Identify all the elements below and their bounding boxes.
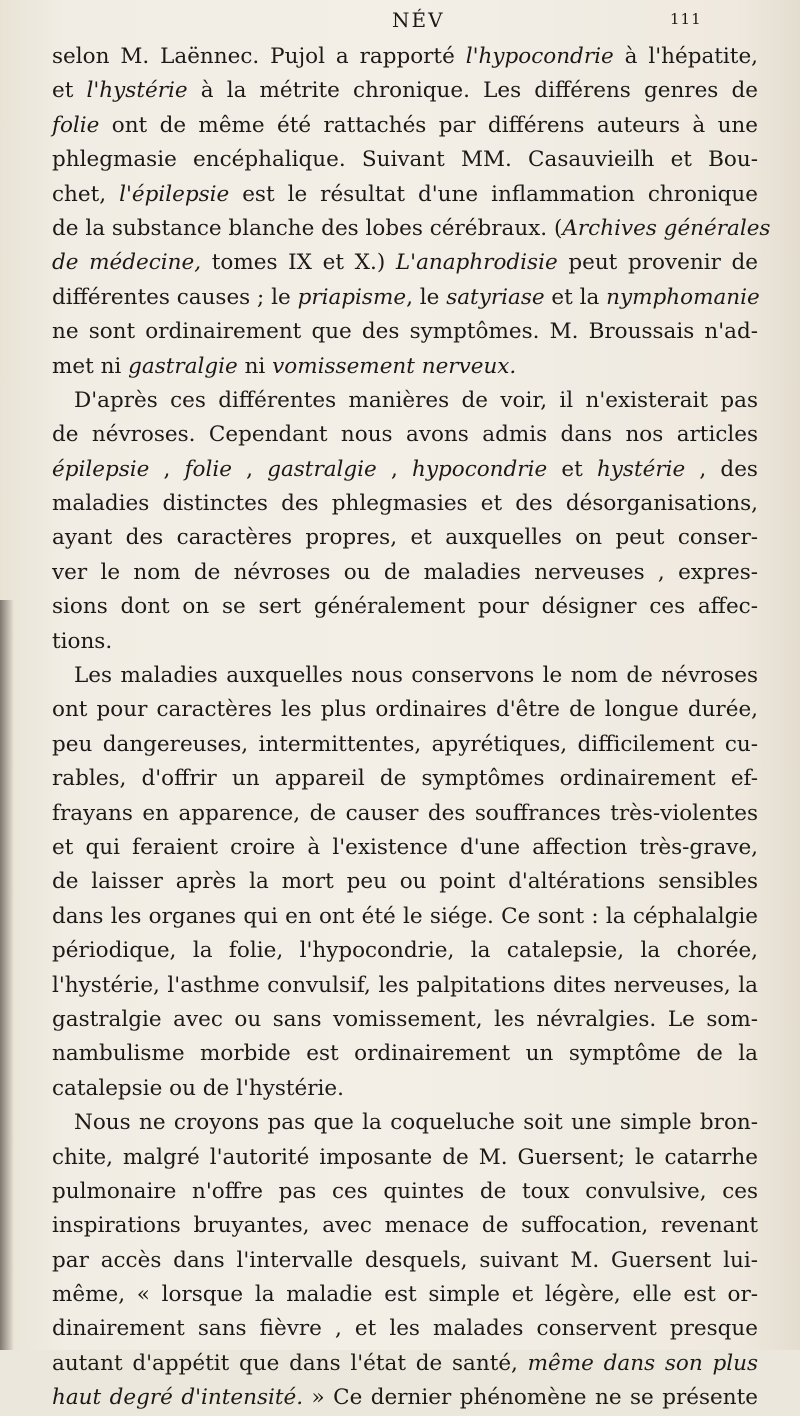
text-segment: maladies distinctes des phlegmasies et des désorganisations, [52, 491, 758, 517]
italic-term: haut degré d'intensité. [52, 1385, 304, 1411]
text-line [52, 797, 758, 831]
text-line [52, 659, 758, 693]
binding-shadow [0, 600, 14, 1350]
italic-term: gastralgie [128, 353, 238, 379]
text-segment: périodique, la folie, l'hypocondrie, la catalepsie, la chorée, [52, 938, 758, 964]
text-segment: ont pour caractères les plus ordinaires d'être de longue durée, [52, 697, 758, 723]
text-line [52, 109, 758, 143]
text-segment: Nous ne croyons pas que la coqueluche soit une simple bron- [74, 1110, 758, 1136]
text-line [52, 900, 758, 934]
italic-term: l'hypocondrie [465, 44, 614, 69]
italic-term: de médecine, [52, 250, 202, 276]
text-segment: nambulisme morbide est ordinairement un symptôme de la [52, 1041, 758, 1067]
text-segment: différentes causes ; le [52, 284, 298, 310]
text-segment: de laisser après la mort peu ou point d'altérations sensibles [52, 869, 758, 895]
italic-term: même dans son plus [527, 1350, 759, 1376]
italic-term: Archives générales [562, 215, 771, 241]
text-line [52, 1381, 758, 1415]
italic-term: hypocondrie [412, 456, 548, 482]
text-line [52, 969, 758, 1003]
text-line [52, 556, 758, 590]
text-segment: à la métrite chronique. Les différens genres de [187, 78, 758, 104]
text-line [52, 1003, 758, 1037]
italic-term: satyriase [446, 284, 545, 310]
text-segment: chet, [52, 181, 120, 207]
text-line [52, 212, 771, 246]
text-line [52, 693, 758, 727]
running-head [0, 8, 800, 38]
italic-term: L'anaphrodisie [395, 250, 558, 276]
text-segment: de la substance blanche des lobes cérébraux. ( [52, 215, 563, 241]
text-segment: » Ce dernier phénomène ne se présente [303, 1385, 758, 1411]
text-line [52, 865, 758, 899]
text-line [52, 1175, 758, 1209]
text-segment: chite, malgré l'autorité imposante de M. Guersent; le catarrhe [52, 1144, 758, 1170]
text-line [52, 384, 758, 418]
text-line [52, 178, 758, 212]
text-segment: phlegmasie encéphalique. Suivant MM. Casauvieilh et Bou- [52, 147, 758, 173]
text-segment: et la [544, 284, 607, 310]
italic-term: vomissement nerveux. [272, 353, 517, 379]
text-segment: , [376, 456, 412, 482]
italic-term: l'épilepsie [119, 181, 230, 207]
italic-term: l'hystérie [86, 78, 188, 104]
text-line [52, 831, 758, 865]
text-line [52, 1141, 758, 1175]
text-line [52, 1312, 758, 1346]
text-segment: ne sont ordinairement que des symptômes. M. Broussais n'ad- [52, 319, 758, 345]
text-line [52, 1347, 758, 1381]
text-segment: même, « lorsque la maladie est simple et légère, elle est or- [52, 1282, 758, 1308]
text-line [52, 625, 758, 659]
text-line [52, 762, 758, 796]
italic-term: priapisme [297, 284, 407, 310]
text-line [52, 728, 758, 762]
text-segment: ver le nom de névroses ou de maladies nerveuses , expres- [52, 559, 758, 585]
text-segment: de névroses. Cependant nous avons admis dans nos articles [52, 422, 758, 448]
italic-term: folie [52, 112, 100, 138]
text-segment: D'après ces différentes manières de voir, il n'existerait pas [74, 387, 758, 413]
text-segment: sions dont on se sert généralement pour désigner ces affec- [52, 594, 758, 620]
text-segment: tions. [52, 628, 113, 654]
body-text [52, 40, 771, 1416]
text-line [52, 281, 758, 315]
text-line [52, 1278, 758, 1312]
text-segment: catalepsie ou de l'hystérie. [52, 1075, 344, 1101]
text-line [52, 1037, 758, 1071]
text-segment: peut provenir de [557, 250, 759, 276]
text-line [52, 350, 758, 384]
italic-term: nymphomanie [606, 284, 760, 310]
text-segment: l'hystérie, l'asthme convulsif, les palpitations dites nerveuses, la [52, 972, 758, 998]
italic-term: gastralgie [267, 456, 377, 482]
text-line [52, 521, 758, 555]
text-segment: frayans en apparence, de causer des souffrances très-violentes [52, 800, 758, 826]
text-line [52, 1244, 758, 1278]
text-segment: gastralgie avec ou sans vomissement, les névralgies. Le som- [52, 1006, 758, 1032]
text-segment: ni [237, 353, 273, 379]
text-segment: dinairement sans fièvre , et les malades conservent presque [52, 1316, 758, 1342]
text-line [52, 246, 758, 280]
text-line [52, 453, 758, 487]
italic-term: hystérie [596, 456, 686, 482]
text-segment: dans les organes qui en ont été le siége. Ce sont : la céphalalgie [52, 903, 758, 929]
text-line [52, 143, 758, 177]
text-segment: , des [685, 456, 758, 482]
text-segment: ont de même été rattachés par différens auteurs à une [99, 112, 758, 138]
text-segment: par accès dans l'intervalle desquels, suivant M. Guersent lui- [52, 1247, 758, 1273]
text-line [52, 418, 758, 452]
text-segment: , le [406, 284, 447, 310]
text-line [52, 590, 758, 624]
text-line [52, 315, 758, 349]
running-head-title: NÉV [392, 8, 445, 32]
text-line [52, 1209, 758, 1243]
text-line [52, 74, 758, 108]
text-segment: peu dangereuses, intermittentes, apyrétiques, difficilement cu- [52, 731, 758, 757]
text-segment: rables, d'offrir un appareil de symptômes ordinairement ef- [52, 766, 758, 792]
text-segment: , [149, 456, 185, 482]
text-segment: autant d'appétit que dans l'état de santé, [52, 1350, 528, 1376]
text-segment: et qui feraient croire à l'existence d'une affection très-grave, [52, 834, 758, 860]
text-segment: inspirations bruyantes, avec menace de suffocation, revenant [52, 1213, 758, 1239]
italic-term: épilepsie [52, 456, 150, 482]
text-segment: selon M. Laënnec. Pujol a rapporté [52, 44, 466, 69]
italic-term: folie [184, 456, 232, 482]
text-segment: est le résultat d'une inflammation chronique [229, 181, 759, 207]
text-segment: et [52, 78, 87, 104]
text-segment: met ni [52, 353, 129, 379]
text-segment: et [547, 456, 597, 482]
text-segment: , [231, 456, 268, 482]
text-line [52, 1106, 758, 1140]
text-line [52, 934, 758, 968]
text-segment: ayant des caractères propres, et auxquelles on peut conser- [52, 525, 758, 551]
text-line [52, 1072, 758, 1106]
text-segment: à l'hépatite, [613, 44, 759, 69]
text-line [52, 487, 758, 521]
text-line [52, 40, 758, 74]
page-number: 111 [670, 10, 702, 28]
text-segment: pulmonaire n'offre pas ces quintes de toux convulsive, ces [52, 1178, 758, 1204]
text-segment: tomes IX et X.) [201, 250, 396, 276]
text-segment: Les maladies auxquelles nous conservons le nom de névroses [74, 663, 758, 689]
